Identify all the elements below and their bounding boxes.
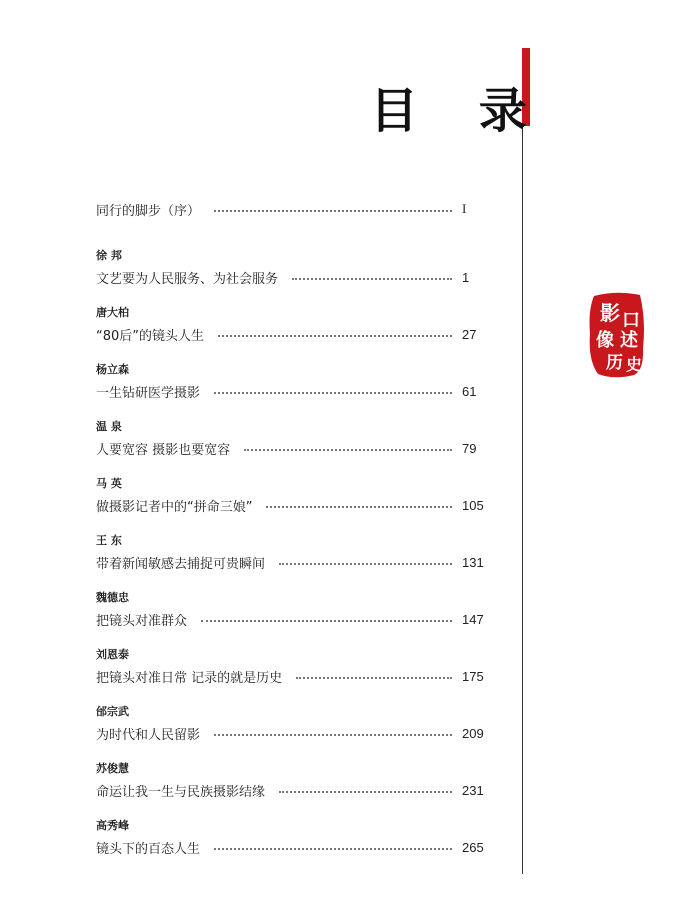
entry-title: 镜头下的百态人生 — [96, 841, 201, 857]
dot-leader — [214, 210, 452, 212]
toc-entry[interactable] — [96, 437, 486, 459]
toc-group — [96, 702, 486, 759]
toc-entry[interactable] — [96, 323, 486, 345]
entry-title: 做摄影记者中的“拼命三娘” — [96, 499, 253, 515]
dot-leader — [214, 848, 452, 850]
entry-title: 同行的脚步（序） — [96, 203, 201, 219]
toc-group — [96, 531, 486, 588]
entry-title: 把镜头对准群众 — [96, 613, 188, 629]
entry-page-number: 1 — [462, 269, 470, 285]
entry-page-number: 175 — [462, 668, 484, 684]
entry-author: 刘恩泰 — [96, 648, 129, 661]
entry-title: “80后”的镜头人生 — [96, 328, 205, 344]
dot-leader — [296, 677, 452, 679]
entry-page-number: I — [462, 201, 467, 216]
entry-author: 苏俊慧 — [96, 762, 129, 775]
entry-title: 为时代和人民留影 — [96, 727, 201, 743]
entry-author: 马 英 — [96, 477, 122, 490]
toc-entry[interactable] — [96, 266, 486, 288]
entry-title: 一生钻研医学摄影 — [96, 385, 201, 401]
entry-page-number: 209 — [462, 725, 484, 741]
toc-group — [96, 360, 486, 417]
toc-group — [96, 474, 486, 531]
dot-leader — [244, 449, 452, 451]
toc-group — [96, 759, 486, 816]
toc-entry-preface[interactable] — [96, 198, 486, 220]
page-title: 目 录 — [370, 83, 549, 139]
entry-title: 带着新闻敏感去捕捉可贵瞬间 — [96, 556, 266, 572]
seal-logo-icon — [586, 290, 646, 378]
svg-text:历: 历 — [606, 353, 623, 373]
entry-author: 唐大柏 — [96, 306, 129, 319]
entry-page-number: 79 — [462, 440, 477, 456]
dot-leader — [292, 278, 452, 280]
entry-title: 命运让我一生与民族摄影结缘 — [96, 784, 266, 800]
dot-leader — [279, 791, 452, 793]
entry-page-number: 147 — [462, 611, 484, 627]
entry-author: 温 泉 — [96, 420, 122, 433]
entry-author: 杨立森 — [96, 363, 129, 376]
entry-page-number: 231 — [462, 782, 484, 798]
toc-entry[interactable] — [96, 494, 486, 516]
svg-text:像: 像 — [596, 330, 614, 351]
toc-entry[interactable] — [96, 380, 486, 402]
entry-page-number: 131 — [462, 554, 484, 570]
toc-group — [96, 816, 486, 873]
entry-author: 王 东 — [96, 534, 122, 547]
toc-entry[interactable] — [96, 665, 486, 687]
dot-leader — [266, 506, 452, 508]
entry-author: 徐 邦 — [96, 249, 122, 262]
toc-entry[interactable] — [96, 608, 486, 630]
toc-entry[interactable] — [96, 722, 486, 744]
toc-group — [96, 588, 486, 645]
svg-text:口: 口 — [622, 310, 640, 331]
entry-title: 文艺要为人民服务、为社会服务 — [96, 271, 279, 287]
entry-author: 魏德忠 — [96, 591, 129, 604]
toc-group — [96, 645, 486, 702]
entry-title: 人要宽容 摄影也要宽容 — [96, 442, 231, 458]
toc-group — [96, 303, 486, 360]
entry-author: 邰宗武 — [96, 705, 129, 718]
toc-group — [96, 417, 486, 474]
entry-title: 把镜头对准日常 记录的就是历史 — [96, 670, 283, 686]
entry-author: 高秀峰 — [96, 819, 129, 832]
svg-text:史: 史 — [626, 355, 643, 374]
dot-leader — [201, 620, 452, 622]
dot-leader — [214, 734, 452, 736]
table-of-contents — [96, 198, 486, 873]
svg-text:影: 影 — [600, 301, 620, 325]
toc-group — [96, 246, 486, 303]
toc-entry[interactable] — [96, 836, 486, 858]
entry-page-number: 27 — [462, 326, 477, 342]
vertical-rule — [522, 48, 523, 874]
toc-entry[interactable] — [96, 551, 486, 573]
entry-page-number: 105 — [462, 497, 484, 513]
toc-entry[interactable] — [96, 779, 486, 801]
dot-leader — [279, 563, 452, 565]
svg-text:述: 述 — [620, 330, 638, 351]
entry-page-number: 61 — [462, 383, 477, 399]
dot-leader — [218, 335, 452, 337]
entry-page-number: 265 — [462, 839, 484, 855]
dot-leader — [214, 392, 452, 394]
